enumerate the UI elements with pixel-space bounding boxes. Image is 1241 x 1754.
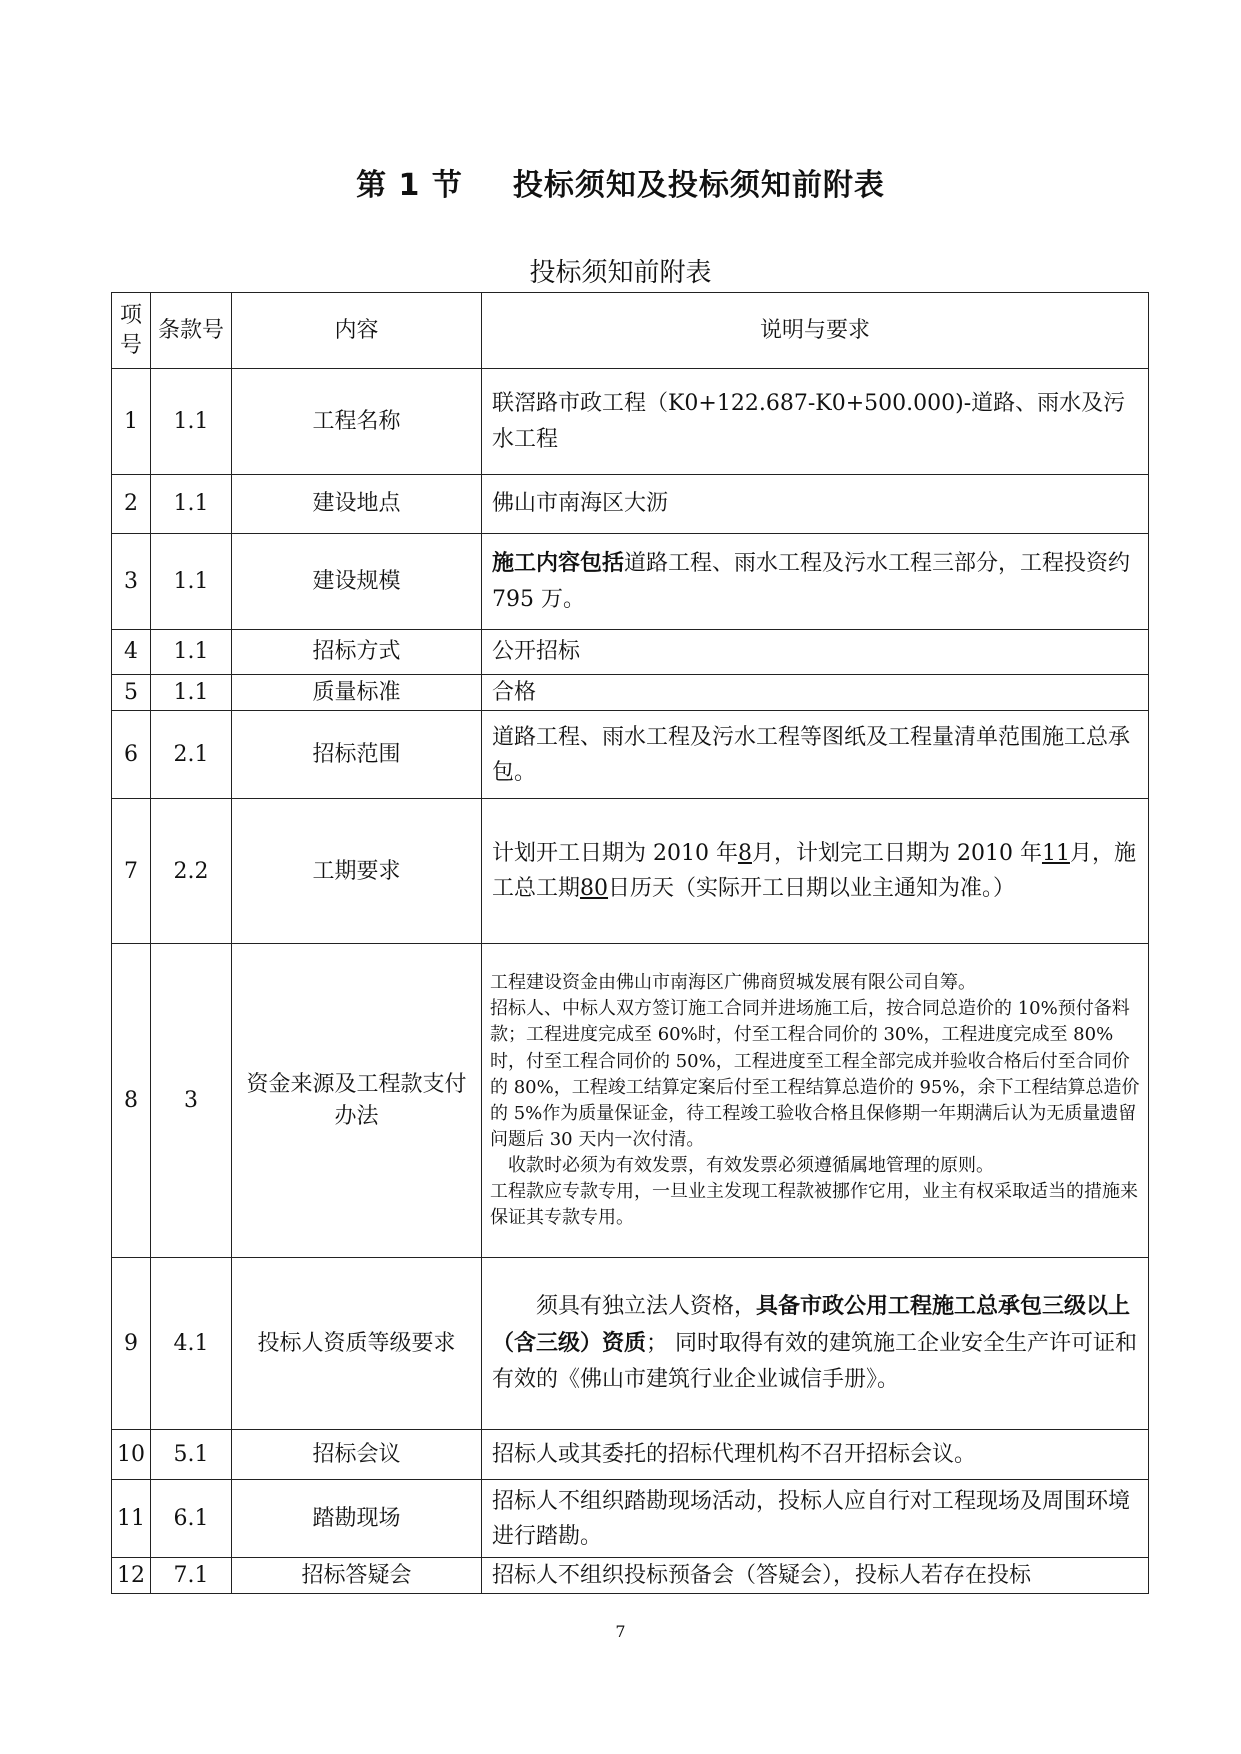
row-content: 建设地点 (232, 475, 482, 534)
section-title (0, 160, 1241, 204)
row-no: 7 (112, 799, 151, 944)
row-content: 招标范围 (232, 711, 482, 799)
row-content: 招标答疑会 (232, 1558, 482, 1594)
row-description (482, 944, 1149, 1258)
row-clause: 1.1 (151, 675, 232, 711)
table-row (112, 1430, 1149, 1480)
header-item-no: 项号 (112, 293, 151, 369)
table-row (112, 1480, 1149, 1558)
table-row (112, 1558, 1149, 1594)
row-content: 招标会议 (232, 1430, 482, 1480)
row-no: 11 (112, 1480, 151, 1558)
row-clause: 5.1 (151, 1430, 232, 1480)
row-content: 踏勘现场 (232, 1480, 482, 1558)
row-clause: 4.1 (151, 1258, 232, 1430)
section-name: 投标须知及投标须知前附表 (512, 168, 885, 203)
table-row (112, 475, 1149, 534)
table-row (112, 799, 1149, 944)
row-no: 6 (112, 711, 151, 799)
row-clause: 7.1 (151, 1558, 232, 1594)
desc-text: 须具有独立法人资格， (536, 1294, 757, 1320)
bold-text: 施工内容包括 (492, 551, 625, 577)
row-no: 1 (112, 369, 151, 475)
row-clause: 2.2 (151, 799, 232, 944)
row-description: 佛山市南海区大沥 (482, 475, 1149, 534)
desc-text: ； 同时取得有效的建筑施工企业安全生产许可证和有效的《佛山市建筑行业企业诚信手册》。 (492, 1330, 1138, 1392)
row-content: 投标人资质等级要求 (232, 1258, 482, 1430)
row-content: 建设规模 (232, 534, 482, 630)
row-content: 招标方式 (232, 630, 482, 675)
table-row (112, 944, 1149, 1258)
desc-line: 招标人、中标人双方签订施工合同并进场施工后，按合同总造价的 10%预付备料款；工程进度完成至 60%时，付至工程合同价的 30%，工程进度完成至 80%时，付至工程合同价的 50%，工程进度至工程全部完成并验收合格后付至合同价的 80%，工程竣工结算定案后付至工程结算总造价的 95%，余下工程结算总造价的 5%作为质量保证金，待工程竣工验收合格且保修期一年期满后认为无质量遗留问题后 30 天内一次付清。 (490, 998, 1140, 1150)
row-no: 3 (112, 534, 151, 630)
row-clause: 1.1 (151, 534, 232, 630)
desc-text: 月，施工总工期 (492, 841, 1136, 902)
header-content: 内容 (232, 293, 482, 369)
row-content: 工期要求 (232, 799, 482, 944)
row-description (482, 799, 1149, 944)
row-description (482, 534, 1149, 630)
row-content: 资金来源及工程款支付办法 (232, 944, 482, 1258)
desc-line: 工程款应专款专用，一旦业主发现工程款被挪作它用，业主有权采取适当的措施来保证其专款专用。 (490, 1180, 1138, 1229)
row-description: 联滘路市政工程（K0+122.687-K0+500.000)-道路、雨水及污水工程 (482, 369, 1149, 475)
header-clause-no: 条款号 (151, 293, 232, 369)
row-no: 10 (112, 1430, 151, 1480)
row-description: 招标人不组织踏勘现场活动，投标人应自行对工程现场及周围环境进行踏勘。 (482, 1480, 1149, 1558)
header-description: 说明与要求 (482, 293, 1149, 369)
table-row (112, 534, 1149, 630)
table-title: 投标须知前附表 (529, 258, 712, 288)
start-month: 8 (737, 841, 752, 866)
row-no: 5 (112, 675, 151, 711)
row-clause: 3 (151, 944, 232, 1258)
row-content: 质量标准 (232, 675, 482, 711)
row-clause: 1.1 (151, 630, 232, 675)
row-clause: 2.1 (151, 711, 232, 799)
desc-line: 工程建设资金由佛山市南海区广佛商贸城发展有限公司自筹。 (490, 972, 976, 994)
table-header-row (112, 293, 1149, 369)
desc-text: 计划开工日期为 2010 年 (492, 841, 738, 866)
desc-text: 道路工程、雨水工程及污水工程三部分，工程投资约 795 万。 (492, 551, 1131, 612)
table-row (112, 711, 1149, 799)
row-description: 公开招标 (482, 630, 1149, 675)
desc-text: 月，计划完工日期为 2010 年 (751, 841, 1042, 866)
row-no: 12 (112, 1558, 151, 1594)
row-clause: 6.1 (151, 1480, 232, 1558)
row-description (482, 1258, 1149, 1430)
table-row (112, 675, 1149, 711)
bold-text: 具备市政公用工程施工总承包三级以上（含三级）资质 (492, 1294, 1131, 1356)
row-clause: 1.1 (151, 475, 232, 534)
page-number: 7 (615, 1622, 626, 1641)
table-row (112, 1258, 1149, 1430)
desc-line: 收款时必须为有效发票，有效发票必须遵循属地管理的原则。 (508, 1154, 994, 1176)
row-clause: 1.1 (151, 369, 232, 475)
duration-days: 80 (580, 876, 609, 902)
desc-text: 日历天（实际开工日期以业主通知为准。） (608, 876, 1016, 902)
row-description: 招标人或其委托的招标代理机构不召开招标会议。 (482, 1430, 1149, 1480)
row-description: 合格 (482, 675, 1149, 711)
row-description: 招标人不组织投标预备会（答疑会），投标人若存在投标 (482, 1558, 1149, 1594)
row-no: 2 (112, 475, 151, 534)
row-no: 4 (112, 630, 151, 675)
bid-requirements-table (111, 292, 1149, 1594)
row-description: 道路工程、雨水工程及污水工程等图纸及工程量清单范围施工总承包。 (482, 711, 1149, 799)
end-month: 11 (1041, 841, 1070, 866)
row-no: 9 (112, 1258, 151, 1430)
table-row (112, 630, 1149, 675)
table-row (112, 369, 1149, 475)
section-number: 第 1 节 (356, 168, 463, 203)
row-content: 工程名称 (232, 369, 482, 475)
row-no: 8 (112, 944, 151, 1258)
